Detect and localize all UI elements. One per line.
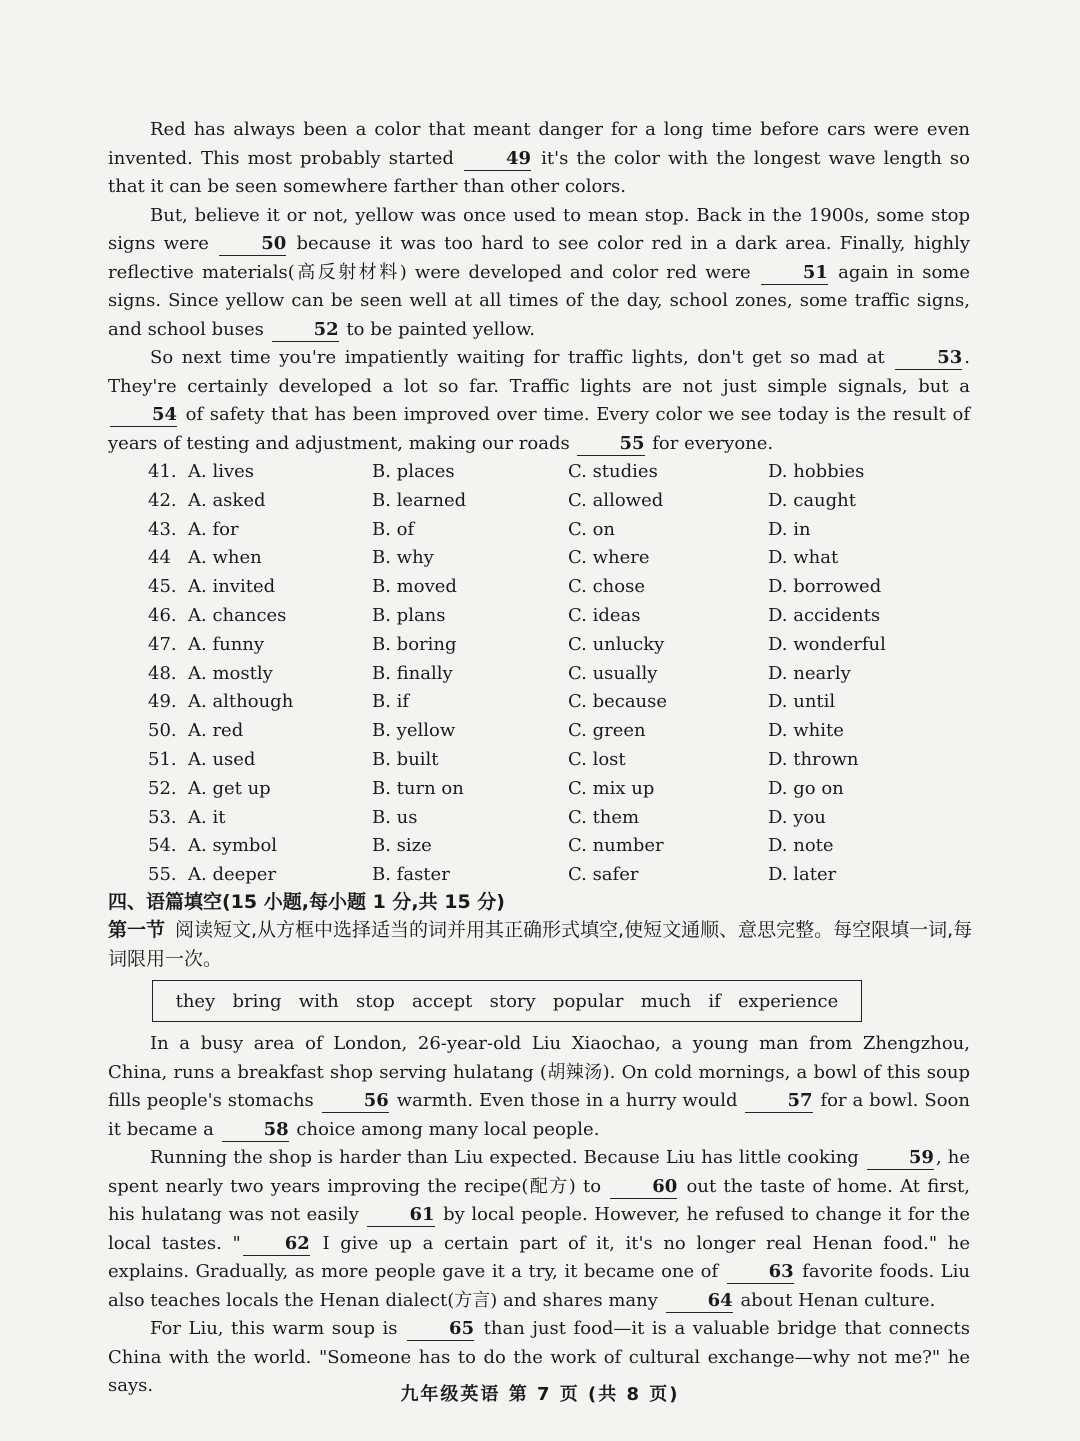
- option-row-43: 43. A. for B. of C. on D. in: [148, 518, 811, 540]
- blank-51: 51: [761, 262, 828, 285]
- blank-61: 61: [367, 1204, 434, 1227]
- blank-55: 55: [577, 433, 644, 456]
- option-row-49: 49. A. although B. if C. because D. until: [148, 691, 836, 713]
- blank-64: 64: [666, 1290, 733, 1313]
- section-heading: 四、语篇填空(15 小题,每小题 1 分,共 15 分): [108, 891, 505, 913]
- page-footer: 九年级英语 第 7 页 (共 8 页): [400, 1384, 680, 1405]
- cloze-paragraph-1: Red has always been a color that meant danger for a long time before cars were even invented. This most probably started 49 it's the color with the longest wave length so that it can be seen somewhere farther than other colors.: [108, 119, 970, 197]
- option-row-42: 42. A. asked B. learned C. allowed D. caught: [148, 489, 856, 511]
- blank-50: 50: [219, 233, 286, 256]
- fill-paragraph-1: In a busy area of London, 26-year-old Liu Xiaochao, a young man from Zhengzhou, China, runs a breakfast shop serving hulatang (胡辣汤). On cold mornings, a bowl of this soup fills people's stomachs 56 warmth. Even those in a hurry would 57 for a bowl. Soon it became a 58 choice among many local people.: [108, 1033, 970, 1140]
- word-option: story: [489, 990, 536, 1012]
- cloze-paragraph-2: But, believe it or not, yellow was once used to mean stop. Back in the 1900s, some stop signs were 50 because it was too hard to see color red in a dark area. Finally, highly reflective materials(高反射材料) were developed and color red were 51 again in some signs. Since yellow can be seen well at all times of the day, school zones, some traffic signs, and school buses 52 to be painted yellow.: [108, 204, 970, 340]
- word-option: much: [640, 990, 692, 1012]
- blank-52: 52: [272, 319, 339, 342]
- word-box: [152, 980, 862, 1022]
- word-option: if: [708, 990, 721, 1012]
- word-option: they: [175, 990, 216, 1012]
- blank-65: 65: [407, 1318, 474, 1341]
- option-row-50: 50. A. red B. yellow C. green D. white: [148, 720, 844, 742]
- fill-passage: [108, 1030, 970, 1401]
- blank-59: 59: [867, 1147, 934, 1170]
- option-row-51: 51. A. used B. built C. lost D. thrown: [148, 748, 859, 770]
- blank-62: 62: [243, 1233, 310, 1256]
- option-row-47: 47. A. funny B. boring C. unlucky D. wonderful: [148, 633, 886, 655]
- option-row-55: 55. A. deeper B. faster C. safer D. later: [148, 864, 837, 886]
- word-option: with: [298, 990, 339, 1012]
- section-instructions: 第一节 阅读短文,从方框中选择适当的词并用其正确形式填空,使短文通顺、意思完整。每空限填一词,每词限用一次。: [108, 919, 973, 970]
- option-row-53: 53. A. it B. us C. them D. you: [148, 806, 826, 828]
- blank-58: 58: [222, 1119, 289, 1142]
- word-option: accept: [412, 990, 473, 1012]
- part-label: 第一节: [108, 919, 166, 941]
- fill-paragraph-3: For Liu, this warm soup is 65 than just food—it is a valuable bridge that connects China with the world. "Someone has to do the work of cultural exchange—why not me?" he says.: [108, 1318, 970, 1396]
- cloze-passage: [108, 116, 970, 458]
- cloze-paragraph-3: So next time you're impatiently waiting for traffic lights, don't get so mad at 53 . They're certainly developed a lot so far. Traffic lights are not just simple signals, but a 54 of safety that has been improved over time. Every color we see today is the result of years of testing and adjustment, making our roads 55 for everyone.: [108, 347, 970, 454]
- word-option: stop: [355, 990, 395, 1012]
- option-row-41: 41. A. lives B. places C. studies D. hobbies: [148, 461, 865, 482]
- blank-53: 53: [895, 347, 962, 370]
- blank-56: 56: [322, 1090, 389, 1113]
- answer-options: [148, 458, 968, 890]
- blank-57: 57: [745, 1090, 812, 1113]
- option-row-54: 54. A. symbol B. size C. number D. note: [148, 835, 834, 857]
- option-row-46: 46. A. chances B. plans C. ideas D. accidents: [148, 604, 881, 626]
- option-row-45: 45. A. invited B. moved C. chose D. borrowed: [148, 576, 882, 598]
- word-option: bring: [232, 990, 282, 1012]
- blank-54: 54: [110, 404, 177, 427]
- word-option: popular: [552, 990, 624, 1012]
- blank-63: 63: [727, 1261, 794, 1284]
- fill-paragraph-2: Running the shop is harder than Liu expected. Because Liu has little cooking 59 , he spent nearly two years improving the recipe(配方) to 60 out the taste of home. At first, his hulatang was not easily 61 by local people. However, he refused to change it for the local tastes. " 62 I give up a certain part of it, it's no longer real Henan food." he explains. Gradually, as more people gave it a try, it became one of 63 favorite foods. Liu also teaches locals the Henan dialect(方言) and shares many 64 about Henan culture.: [108, 1147, 970, 1311]
- word-option: experience: [737, 990, 839, 1012]
- blank-60: 60: [610, 1176, 677, 1199]
- option-row-48: 48. A. mostly B. finally C. usually D. nearly: [148, 662, 851, 684]
- option-row-44: 44 A. when B. why C. where D. what: [148, 547, 839, 569]
- blank-49: 49: [464, 148, 531, 171]
- option-row-52: 52. A. get up B. turn on C. mix up D. go on: [148, 777, 844, 799]
